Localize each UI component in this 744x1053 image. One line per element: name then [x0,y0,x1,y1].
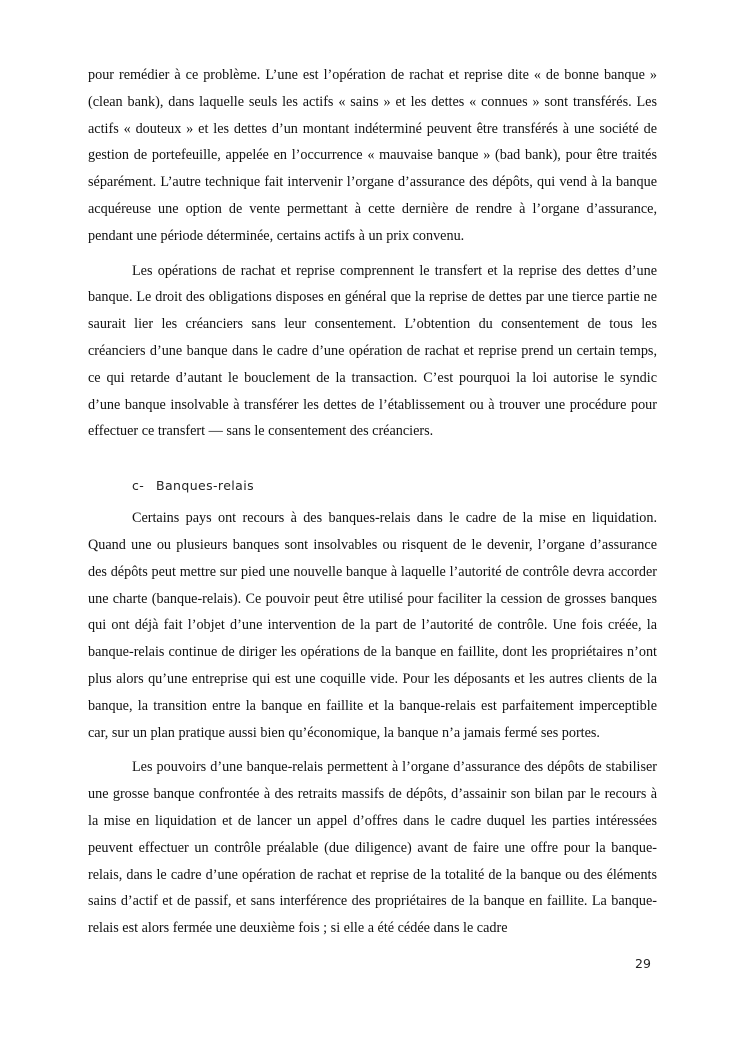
page-number: 29 [635,956,651,971]
paragraph-continuation: pour remédier à ce problème. L’une est l’opération de rachat et reprise dite « de bonne banque » (clean bank), dans laquelle seuls les actifs « sains » et les dettes « connues » sont transférés. Les actifs « douteux » et les dettes d’un montant indéterminé peuvent être transférés à une société de gestion de portefeuille, appelée en l’occurrence « mauvaise banque » (bad bank), pour être traités séparément. L’autre technique fait intervenir l’organe d’assurance des dépôts, qui vend à la banque acquéreuse une option de vente permettant à cette dernière de rendre à l’organe d’assurance, pendant une période déterminée, certains actifs à un prix convenu. [88,67,657,244]
section-heading [132,475,657,497]
section-heading-marker: c- [132,478,145,494]
paragraph-bridge-banks-intro: Certains pays ont recours à des banques-relais dans le cadre de la mise en liquidation. Quand une ou plusieurs banques sont insolvables ou risquent de le devenir, l’organe d’assurance des dépôts peut mettre sur pied une nouvelle banque à laquelle l’autorité de contrôle devra accorder une charte (banque-relais). Ce pouvoir peut être utilisé pour faciliter la cession de grosses banques qui ont déjà fait l’objet d’une intervention de la part de l’autorité de contrôle. Une fois créée, la banque-relais continue de diriger les opérations de la banque en faillite, dont les propriétaires n’ont plus alors qu’une entreprise qui est une coquille vide. Pour les déposants et les autres clients de la banque, la transition entre la banque en faillite et la banque-relais est parfaitement imperceptible car, sur un plan pratique aussi bien qu’économique, la banque n’a jamais fermé ses portes. [88,510,657,741]
paragraph-bridge-bank-powers: Les pouvoirs d’une banque-relais permettent à l’organe d’assurance des dépôts de stabiliser une grosse banque confrontée à des retraits massifs de dépôts, d’assainir son bilan par le recours à la mise en liquidation et de lancer un appel d’offres dans le cadre duquel les parties intéressées peuvent effectuer un contrôle préalable (due diligence) avant de faire une offre pour la banque-relais, dans le cadre d’une opération de rachat et reprise de la totalité de la banque ou des éléments sains d’actif et de passif, et sans interférence des propriétaires de la banque en faillite. La banque-relais est alors fermée une deuxième fois ; si elle a été cédée dans le cadre [88,759,657,937]
section-heading-title: Banques-relais [156,478,255,494]
paragraph-debt-transfer: Les opérations de rachat et reprise comprennent le transfert et la reprise des dettes d’une banque. Le droit des obligations disposes en général que la reprise de dettes par une tierce partie ne saurait lier les créanciers sans leur consentement. L’obtention du consentement de tous les créanciers d’une banque dans le cadre d’une opération de rachat et reprise prend un certain temps, ce qui retarde d’autant le bouclement de la transaction. C’est pourquoi la loi autorise le syndic d’une banque insolvable à transférer les dettes de l’établissement ou à trouver une procédure pour effectuer ce transfert — sans le consentement des créanciers. [88,262,657,440]
document-page [88,62,657,950]
